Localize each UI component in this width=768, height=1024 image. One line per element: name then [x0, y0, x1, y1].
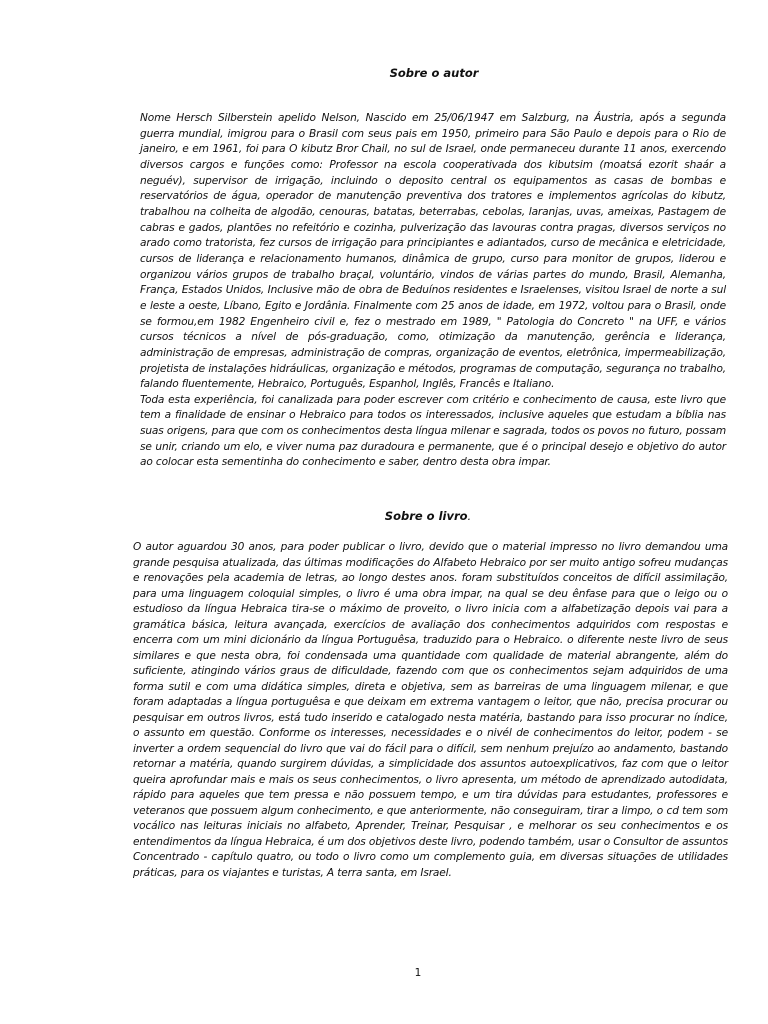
about-author-paragraph-2: Toda esta experiência, foi canalizada para poder escrever com critério e conhecimento de causa, este livro que tem a finalidade de ensinar o Hebraico para todos os interessados, inclusive aqueles que estudam a bíblia nas suas origens, para que com os conhecimentos desta língua milenar e sagrada, todos os povos no futuro, possam se unir, criando um elo, e viver numa paz duradoura e permanente, que é o principal desejo e objetivo do autor ao colocar esta sementinha do conhecimento e saber, dentro desta obra impar.	[140, 393, 726, 469]
about-author-text	[140, 111, 726, 471]
about-author-paragraph-1: Nome Hersch Silberstein apelido Nelson, Nascido em 25/06/1947 em Salzburg, na Áustria, após a segunda guerra mundial, imigrou para o Brasil com seus pais em 1950, primeiro para São Paulo e depois para o Rio de janeiro, e em 1961, foi para O kibutz Bror Chail, no sul de Israel, onde permaneceu durante 11 anos, exercendo diversos cargos e funções como: Professor na escola cooperativada dos kibutsim (moatsá ezorit shaár a neguév), supervisor de irrigação, incluindo o deposito central os equipamentos as casas de bombas e reservatórios de água, operador de manutenção preventiva dos tratores e implementos agrícolas do kibutz, trabalhou na colheita de algodão, cenouras, batatas, beterrabas, cebolas, laranjas, uvas, ameixas, Pastagem de cabras e gados, plantões no refeitório e cozinha, pulverização das lavouras contra pragas, diversos serviços no arado como tratorista, fez cursos de irrigação para principiantes e adiantados, curso de mecânica e eletricidade, cursos de liderança e relacionamento humanos, dinâmica de grupo, curso para monitor de grupos, liderou e organizou vários grupos de trabalho braçal, voluntário, vindos de várias partes do mundo, Brasil, Alemanha, França, Estados Unidos, Inclusive mão de obra de Beduínos residentes e Israelenses, visitou Israel de norte a sul e leste a oeste, Líbano, Egito e Jordânia. Finalmente com 25 anos de idade, em 1972, voltou para o Brasil, onde se formou,em 1982 Engenheiro civil e, fez o mestrado em 1989, " Patologia do Concreto " na UFF, e vários cursos técnicos a nível de pós-graduação, como, otimização da manutenção, gerência e liderança, administração de empresas, administração de compras, organização de eventos, eletrônica, impermeabilização, projetista de instalações hidráulicas, organização e métodos, programas de computação, segurança no trabalho, falando fluentemente, Hebraico, Português, Espanhol, Inglês, Francês e Italiano.	[140, 112, 726, 391]
section-title-about-book-period: .	[467, 509, 472, 523]
section-title-about-book	[0, 509, 768, 523]
section-title-about-book-label: Sobre o livro	[384, 509, 468, 523]
about-book-paragraph-1: O autor aguardou 30 anos, para poder publicar o livro, devido que o material impresso no livro demandou uma grande pesquisa atualizada, das últimas modificações do Alfabeto Hebraico por ser muito antigo sofreu mudanças e renovações pela academia de letras, ao longo destes anos. foram substituídos conceitos de difícil assimilação, para uma linguagem coloquial simples, o livro é uma obra impar, na qual se deu ênfase para que o leigo ou o estudioso da língua Hebraica tira-se o máximo de proveito, o livro inicia com a alfabetização depois vai para a gramática básica, leitura avançada, exercícios de avaliação dos conhecimentos adquiridos com respostas e encerra com um mini dicionário da língua Portuguêsa, traduzido para o Hebraico. o diferente neste livro de seus similares e que nesta obra, foi condensada uma quantidade com qualidade de material abrangente, além do suficiente, atingindo vários graus de dificuldade, fazendo com que os conhecimentos sejam adquiridos de uma forma sutil e com uma didática simples, direta e objetiva, sem as barreiras de uma linguagem milenar, e que foram adaptadas a língua portuguêsa e que deixam em extrema vantagem o leitor, que não, precisa procurar ou pesquisar em outros livros, está tudo inserido e catalogado nesta matéria, bastando para isso procurar no índice, o assunto em questão. Conforme os interesses, necessidades e o nivél de conhecimentos do leitor, podem - se inverter a ordem sequencial do livro que vai do fácil para o difícil, sem nenhum prejuízo ao andamento, bastando retornar a matéria, quando surgirem dúvidas, a simplicidade dos assuntos autoexplicativos, faz com que o leitor queira aprofundar mais e mais os seus conhecimentos, o livro apresenta, um método de aprendizado autodidata, rápido para aqueles que tem pressa e não possuem tempo, e um tira dúvidas para estudantes, professores e veteranos que possuem algum conhecimento, e que anteriormente, não conseguiram, tirar a limpo, o cd tem som vocálico nas leituras iniciais no alfabeto, Aprender, Treinar, Pesquisar , e melhorar os seu conhecimentos e os entendimentos da língua Hebraica, é um dos objetivos deste livro, podendo também, usar o Consultor de assuntos Concentrado - capítulo quatro, ou todo o livro como um complemento guia, em diversas situações de utilidades práticas, para os viajantes e turistas, A terra santa, em Israel.	[133, 541, 728, 879]
page-number: 1	[414, 967, 422, 979]
about-book-text	[133, 540, 728, 881]
section-title-about-author: Sobre o autor	[389, 66, 479, 80]
